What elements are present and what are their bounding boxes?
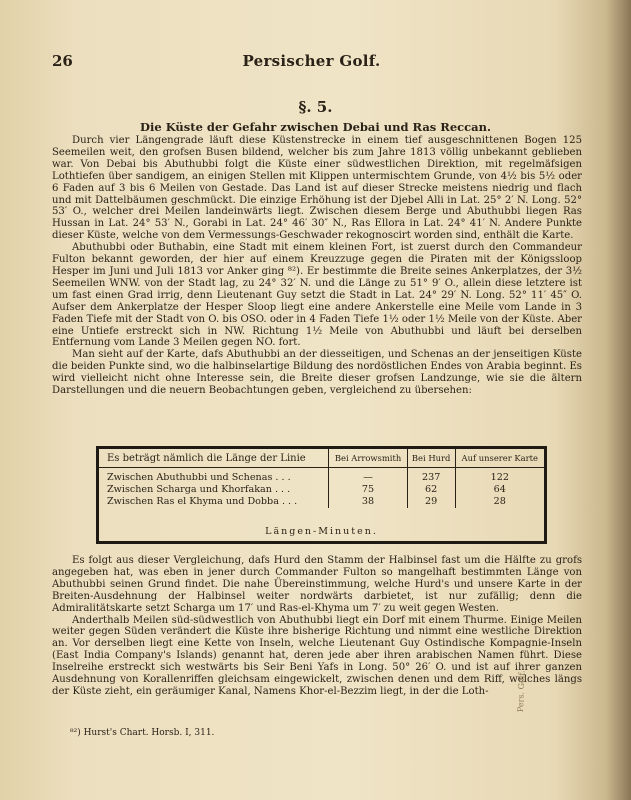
table-unit-label: Längen-Minuten. [265,526,378,537]
table-cell: Zwischen Abuthubbi und Schenas . . . [107,472,291,483]
paragraph: Abuthubbi oder Buthabin, eine Stadt mit einem kleinen Fort, ist zuerst durch den Commandeur Fulton bekannt geworden, der hier auf einem Kreuzzuge gegen die Piraten mit der Königssloop Hesper im Juni und Juli 1813 vor Anker ging ⁸²). Er bestimmte die Breite seines Ankerplatzes, der 3½ Seemeilen WNW. von der Stadt lag, zu 24° 32′ N. und die Länge zu 51° 9′ O., allein diese letztere ist um fast einen Grad irrig, denn Lieutenant Guy setzt die Stadt in Lat. 24° 29′ N. Long. 52° 11′ 45″ O. Aufser dem Ankerplatze der Hesper Sloop liegt eine andere Ankerstelle eine Meile vom Lande in 3 Faden Tiefe mit der Stadt von O. bis OSO. oder in 4 Faden Tiefe 1½ oder 1½ Meile von der Küste. Aber eine Untiefe erstreckt sich in NW. Richtung 1½ Meile von Abuthubbi und läuft bei derselben Entfernung vom Lande 3 Meilen gegen NO. fort. [52,242,582,349]
body-text-bottom [52,555,582,698]
footnote: ⁸²) Hurst's Chart. Horsb. I, 311. [70,728,215,738]
table-row [99,468,544,485]
paragraph: Anderthalb Meilen süd-südwestlich von Abuthubbi liegt ein Dorf mit einem Thurme. Einige Meilen weiter gegen Süden verändert die Küste ihre bisherige Richtung und nimmt eine westliche Direktion an. Vor derselben liegt eine Kette von Inseln, welche Lieutenant Guy Ostindische Kompagnie-Inseln (East India Company's Islands) genannt hat, deren jede aber ihren arabischen Namen führt. Diese Inselreihe erstreckt sich westwärts bis Seir Beni Yafs in Long. 50° 26′ O. und ist auf ihrer ganzen Ausdehnung von Korallenriffen gleichsam eingewickelt, zwischen denen und dem Riff, welches längs der Küste zieht, ein geräumiger Kanal, Namens Khor-el-Bezzim liegt, in der die Loth- [52,614,582,697]
table-cell: 64 [455,484,544,496]
page-header [52,52,571,72]
running-title: Persischer Golf. [242,52,381,70]
paragraph: Es folgt aus dieser Vergleichung, dafs Hurd den Stamm der Halbinsel fast um die Hälfte zu grofs angegeben hat, was eben in jener durch Commander Fulton so mangelhaft bestimmten Länge von Abuthubbi seinen Grund findet. Die nahe Übereinstimmung, welche Hurd's und unsere Karte in der Breiten-Ausdehnung der Halbinsel weiter nordwärts darbietet, ist nur zufällig; denn die Admiralitätskarte setzt Scharga um 17′ und Ras-el-Khyma um 7′ zu weit gegen Westen. [52,555,582,614]
table-cell: 237 [407,468,455,485]
table-row [99,484,544,496]
table-cell: Zwischen Ras el Khyma und Dobba . . . [107,496,298,507]
table-header-row [99,449,544,468]
table-header-cell: Auf unserer Karte [455,449,544,468]
table-header-cell: Bei Arrowsmith [329,449,407,468]
table-cell: — [329,468,407,485]
table-cell: Zwischen Scharga und Khorfakan . . . [107,484,291,495]
paragraph: Man sieht auf der Karte, dafs Abuthubbi an der diesseitigen, und Schenas an der jenseitigen Küste die beiden Punkte sind, wo die halbinselartige Bildung des nordöstlichen Endes von Arabia beginnt. Es wird vielleicht nicht ohne Interesse sein, die Breite dieser grofsen Landzunge, wie sie die ältern Darstellungen und die neuern Beobachtungen geben, vergleichend zu übersehen: [52,349,582,397]
section-title: Die Küste der Gefahr zwischen Debai und Ras Reccan. [140,120,491,134]
table-cell: 122 [455,468,544,485]
page-number: 26 [52,52,73,70]
table-cell: 28 [455,496,544,508]
table-header-cell: Bei Hurd [407,449,455,468]
table-cell: 29 [407,496,455,508]
library-stamp: Pers. Golf. [516,670,527,713]
table-cell: 75 [329,484,407,496]
table-cell: 38 [329,496,407,508]
body-text-top [52,135,582,397]
comparison-table [96,446,547,544]
paragraph: Durch vier Längengrade läuft diese Küstenstrecke in einem tief ausgeschnittenen Bogen 125 Seemeilen weit, den grofsen Busen bildend, welcher bis zum Jahre 1813 völlig unbekannt geblieben war. Von Debai bis Abuthubbi folgt die Küste einer südwestlichen Direktion, mit regelmäfsigen Lothtiefen über sandigem, an einigen Stellen mit Klippen untermischtem Grunde, von 4½ bis 5½ oder 6 Faden auf 3 bis 6 Meilen von Gestade. Das Land ist auf dieser Strecke meistens niedrig und flach und mit Dattelbäumen geschmückt. Die einzige Erhöhung ist der Djebel Alli in Lat. 25° 2′ N. Long. 52° 53′ O., welcher drei Meilen landeinwärts liegt. Zwischen diesem Berge und Abuthubbi liegen Ras Hussan in Lat. 24° 53′ N., Gorabi in Lat. 24° 46′ 30″ N., Ras Ellora in Lat. 24° 41′ N. Andere Punkte dieser Küste, welche von dem Vermessungs-Geschwader rekognoscirt worden sind, enthält die Karte. [52,135,582,242]
section-number: §. 5. [298,98,333,116]
table-row [99,496,544,508]
table-header-cell: Es beträgt nämlich die Länge der Linie [99,449,329,468]
table-cell: 62 [407,484,455,496]
